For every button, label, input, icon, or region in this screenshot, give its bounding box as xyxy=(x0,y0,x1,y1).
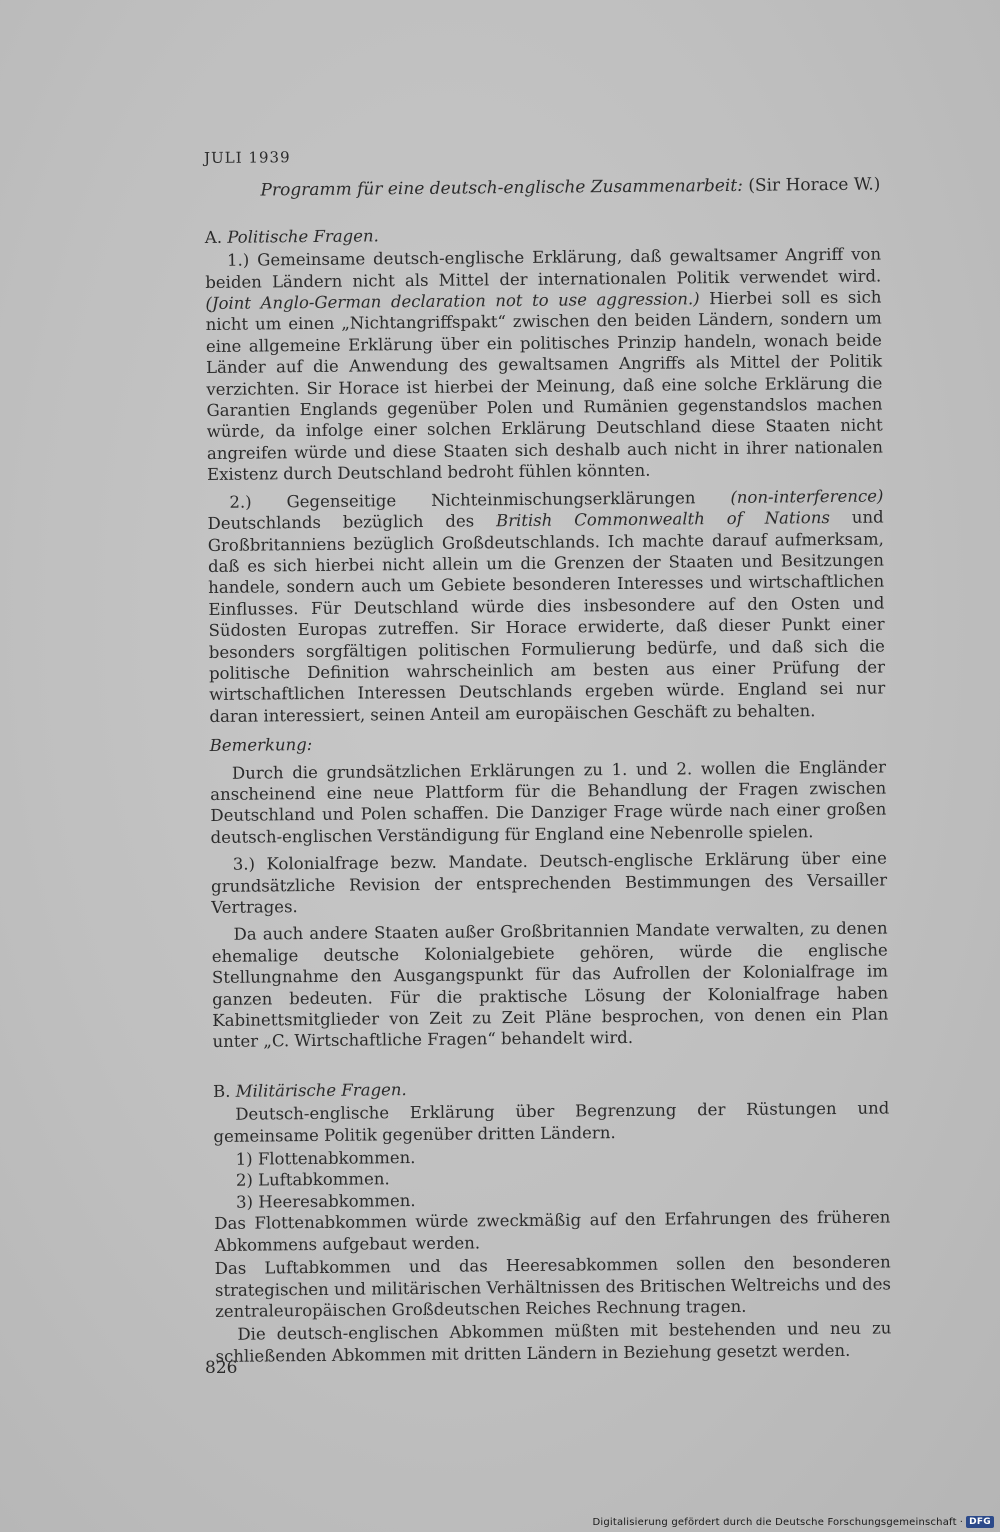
section-b-paragraph-1: Deutsch-englische Erklärung über Begrenzung der Rüstungen und gemeinsame Politik gegenüber dritten Ländern. xyxy=(213,1098,890,1146)
list-item: 3) Heeresabkommen. xyxy=(236,1190,416,1212)
section-a-p2-italic-1: (non-interference) xyxy=(730,486,884,507)
remark-heading: Bemerkung: xyxy=(209,735,313,756)
section-b-title: Militärische Fragen. xyxy=(235,1079,407,1101)
section-a-paragraph-1 xyxy=(205,244,883,486)
section-b-paragraph-4: Die deutsch-englischen Abkommen müßten mit bestehenden und neu zu schließenden Abkommen mit dritten Ländern in Beziehung gesetzt werden. xyxy=(215,1318,892,1366)
section-a-p2-text-a: 2.) Gegenseitige Nichteinmischungserklärungen xyxy=(229,487,696,512)
dfg-logo-icon: DFG xyxy=(966,1516,994,1528)
section-b-paragraph-2: Das Flottenabkommen würde zweckmäßig auf den Erfahrungen des früheren Abkommens aufgebaut werden. xyxy=(214,1207,891,1255)
section-a-title: Politische Fragen. xyxy=(227,226,379,247)
page-content xyxy=(204,142,892,1374)
section-a-label: A. xyxy=(204,227,223,247)
list-item: 2) Luftabkommen. xyxy=(235,1169,390,1191)
footer-separator: · xyxy=(959,1516,964,1528)
section-a-p2-text-c: und Großbritanniens bezüglich Großdeutschlands. Ich machte darauf aufmerksam, daß es sich hierbei nicht allein um die Grenzen der Staaten und Besitzungen handele, sondern auch um Gebiete besonderen Interesses und wirtschaftlichen Einflusses. Für Deutschland würde dies insbesondere auf den Osten und Südosten Europas zutreffen. Sir Horace erwiderte, daß dieser Punkt einer besonders sorgfältigen politischen Formulierung bedürfe, und daß sich die politische Definition wahrscheinlich am besten aus einer Prüfung der wirtschaftlichen Interessen Deutschlands ergeben würde. England sei nur daran interessiert, seinen Anteil am europäischen Geschäft zu behalten. xyxy=(207,507,886,726)
section-a-paragraph-2 xyxy=(207,485,885,727)
section-a-p2-italic-2: British Commonwealth of Nations xyxy=(495,508,830,531)
section-a-p2-text-b: Deutschlands bezüglich des xyxy=(207,511,475,534)
document-title xyxy=(204,175,880,203)
document-title-italic: Programm für eine deutsch-englische Zusammenarbeit: xyxy=(260,176,743,201)
list-item: 1) Flottenabkommen. xyxy=(235,1148,416,1169)
digitization-footer xyxy=(592,1516,994,1528)
page-number: 826 xyxy=(205,1358,238,1378)
remark-paragraph-1: Durch die grundsätzlichen Erklärungen zu 1. und 2. wollen die Engländer anscheinend eine neue Plattform für die Behandlung der Fragen zwischen Deutschland und Polen schaffen. Die Danziger Frage würde nach einer großen deutsch-englischen Verständigung für England eine Nebenrolle spielen. xyxy=(210,757,887,847)
section-a-p1-italic: (Joint Anglo-German declaration not to use aggression.) xyxy=(205,289,700,314)
footer-text: Digitalisierung gefördert durch die Deutsche Forschungsgemeinschaft xyxy=(592,1516,957,1528)
section-a-p1-text-a: 1.) Gemeinsame deutsch-englische Erklärung, daß gewaltsamer Angriff von beiden Ländern nicht als Mittel der internationalen Politik verwendet wird. xyxy=(205,244,882,292)
section-a-p1-text-b: Hierbei soll es sich nicht um einen „Nichtangriffspakt“ zwischen den beiden Ländern, sondern um eine allgemeine Erklärung über ein politisches Prinzip handeln, wonach beide Länder auf die Anwendung des gewaltsamen Angriffs als Mittel der Politik verzichten. Sir Horace ist hierbei der Meinung, daß eine solche Erklärung die Garantien Englands gegenüber Polen und Rumänien gegenstandslos machen würde, da infolge einer solchen Erklärung Deutschland diese Staaten nicht angreifen würde und diese Staaten sich deshalb auch nicht in ihrer nationalen Existenz durch Deutschland bedroht fühlen könnten. xyxy=(205,287,883,485)
section-b-list xyxy=(236,1143,891,1213)
running-head: JULI 1939 xyxy=(204,148,291,167)
remark-paragraph-2: 3.) Kolonialfrage bezw. Mandate. Deutsch-englische Erklärung über eine grundsätzliche Revision der entsprechenden Bestimmungen des Versailler Vertrages. xyxy=(210,848,888,917)
section-b-label: B. xyxy=(212,1081,231,1101)
document-title-rest: (Sir Horace W.) xyxy=(748,174,881,197)
section-b-paragraph-3: Das Luftabkommen und das Heeresabkommen sollen den besonderen strategischen und militärischen Verhältnissen des Britischen Weltreichs und des zentraleuropäischen Großdeutschen Reiches Rechnung tragen. xyxy=(214,1252,892,1321)
remark-paragraph-3: Da auch andere Staaten außer Großbritannien Mandate verwalten, zu denen ehemalige deutsche Kolonialgebiete gehören, würde die englische Stellungnahme den Ausgangspunkt für das Aufrollen der Kolonialfrage im ganzen bedeuten. Für die praktische Lösung der Kolonialfrage haben Kabinettsmitglieder von Zeit zu Zeit Pläne besprochen, von denen ein Plan unter „C. Wirtschaftliche Fragen“ behandelt wird. xyxy=(211,918,889,1052)
